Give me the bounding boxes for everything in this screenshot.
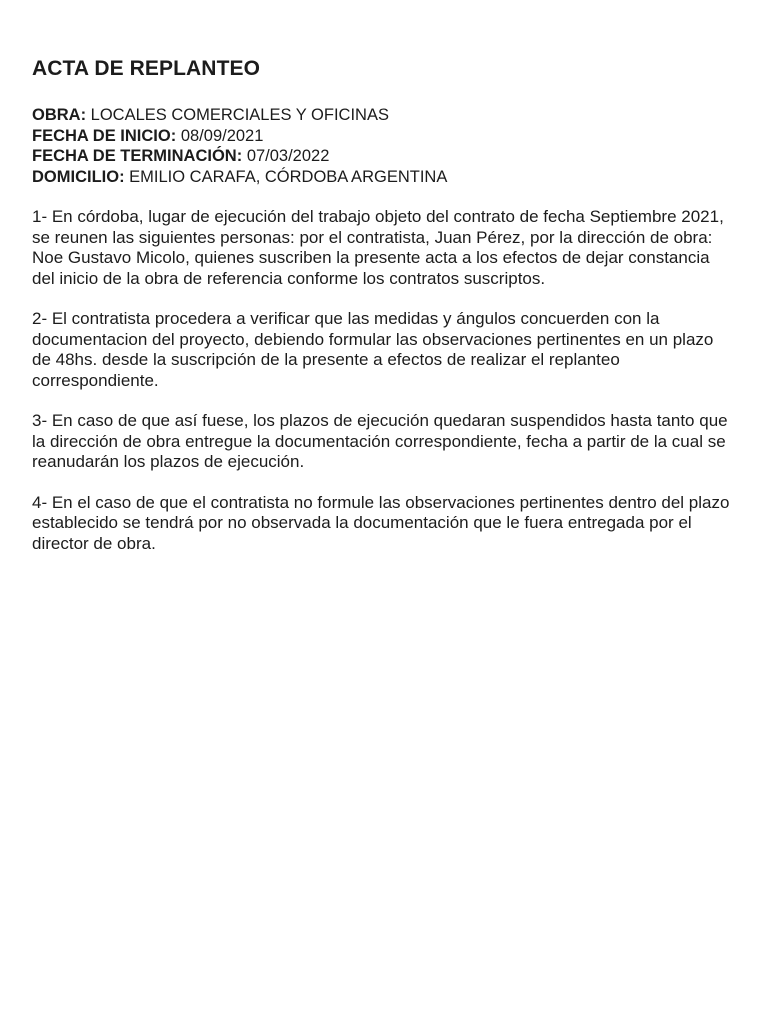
clause-3: 3- En caso de que así fuese, los plazos de ejecución quedaran suspendidos hasta tanto que la dirección de obra entregue la documentación correspondiente, fecha a partir de la cual se reanudarán los plazos de ejecución.: [32, 411, 728, 471]
project-details: [32, 105, 732, 187]
meta-value: EMILIO CARAFA, CÓRDOBA ARGENTINA: [129, 167, 448, 186]
meta-label: OBRA:: [32, 106, 87, 124]
clause-2: 2- El contratista procedera a verificar que las medidas y ángulos concuerden con la documentacion del proyecto, debiendo formular las observaciones pertinentes en un plazo de 48hs. desde la suscripción de la presente a efectos de realizar el replanteo correspondiente.: [32, 309, 714, 390]
clause-4: 4- En el caso de que el contratista no formule las observaciones pertinentes dentro del plazo establecido se tendrá por no observada la documentación que le fuera entregada por el director de obra.: [32, 492, 730, 553]
meta-row-fecha-terminacion: [32, 146, 732, 167]
meta-row-obra: [32, 105, 732, 126]
meta-label: FECHA DE INICIO:: [32, 126, 177, 145]
meta-label: FECHA DE TERMINACIÓN:: [32, 147, 243, 165]
meta-value: 08/09/2021: [180, 126, 264, 145]
meta-row-domicilio: [32, 167, 732, 188]
document-page: [32, 55, 732, 574]
meta-value: 07/03/2022: [246, 147, 330, 165]
meta-row-fecha-inicio: [32, 126, 732, 147]
clause-1: 1- En córdoba, lugar de ejecución del trabajo objeto del contrato de fecha Septiembre 2021, se reunen las siguientes personas: por el contratista, Juan Pérez, por la dirección de obra: Noe Gustavo Micolo, quienes suscriben la presente acta a los efectos de dejar constancia del inicio de la obra de referencia conforme los contratos suscriptos.: [32, 207, 724, 288]
meta-value: LOCALES COMERCIALES Y OFICINAS: [90, 106, 389, 124]
meta-label: DOMICILIO:: [32, 167, 125, 186]
document-title: ACTA DE REPLANTEO: [32, 57, 261, 80]
